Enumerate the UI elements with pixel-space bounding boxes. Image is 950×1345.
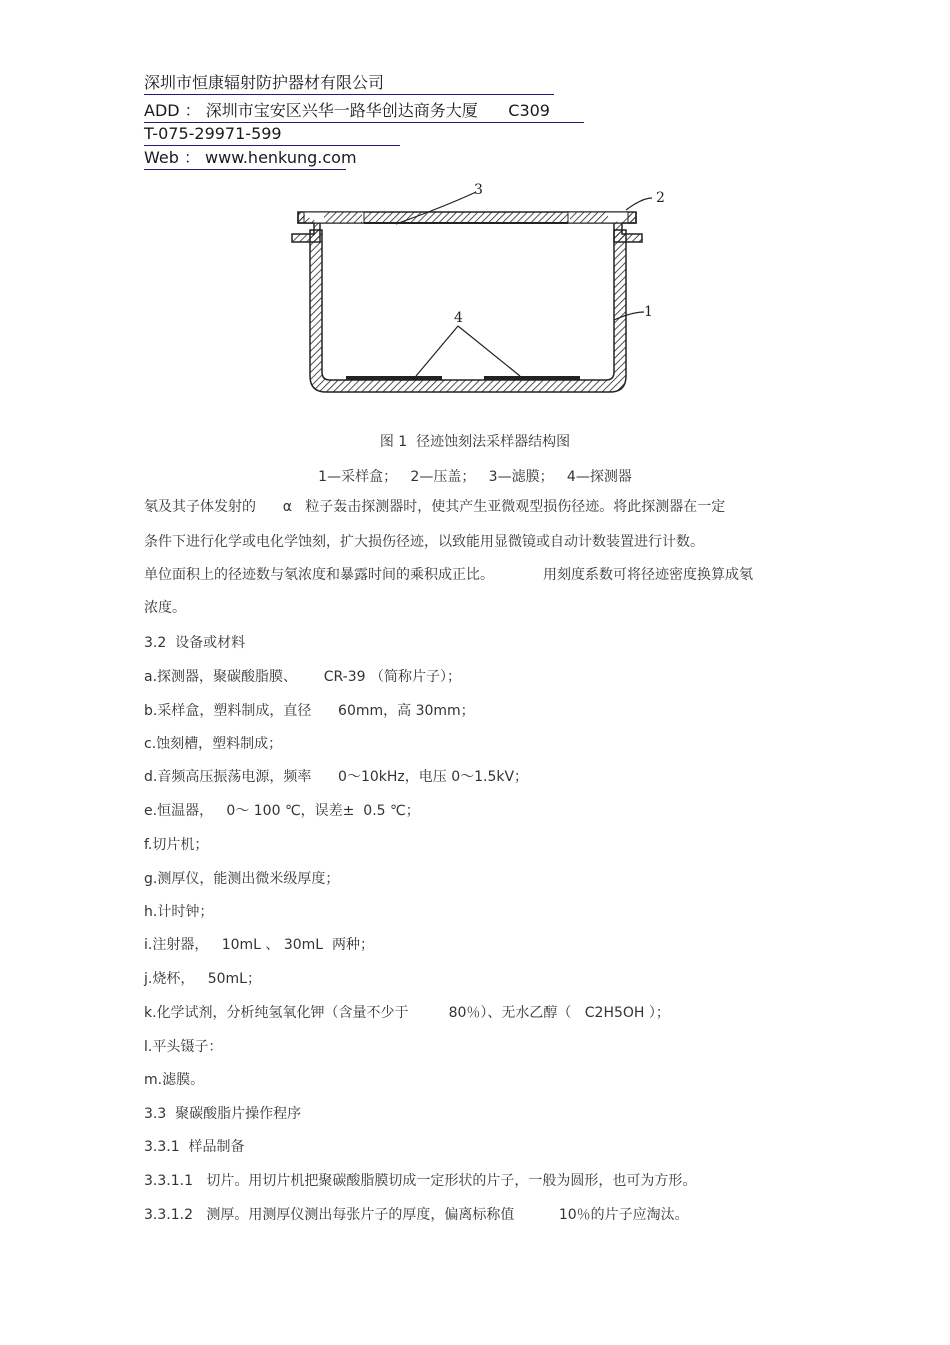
lid-hatch-left (324, 212, 362, 223)
list-item: j.烧杯， 50mL； (144, 971, 261, 987)
leader-2 (626, 198, 652, 210)
diagram-label-1: 1 (644, 304, 653, 320)
company-website[interactable]: Web ： www.henkung.com (144, 148, 346, 170)
procedure-step: 3.3.1.2 测厚。用测厚仪测出每张片子的厚度，偏离标称值 10％的片子应淘汰。 (144, 1207, 689, 1223)
company-address: ADD ： 深圳市宝安区兴华一路华创达商务大厦 C309 (144, 101, 584, 123)
diagram-label-2: 2 (656, 190, 665, 206)
diagram-label-3: 3 (474, 182, 483, 198)
list-item: c.蚀刻槽，塑料制成； (144, 736, 283, 752)
list-item: m.滤膜。 (144, 1072, 205, 1088)
leader-4b (458, 326, 520, 376)
detector-right (484, 376, 580, 380)
paragraph-line: 单位面积上的径迹数与氡浓度和暴露时间的乘积成正比。 用刻度系数可将径迹密度换算成氡 (144, 567, 753, 583)
list-item: k.化学试剂，分析纯氢氧化钾（含量不少于 80％）、无水乙醇（ C2H5OH ）； (144, 1005, 670, 1021)
list-item: i.注射器， 10mL 、 30mL 两种； (144, 937, 374, 953)
paragraph-line: 浓度。 (144, 600, 186, 616)
subsection-heading: 3.3.1 样品制备 (144, 1139, 245, 1155)
section-heading: 3.2 设备或材料 (144, 635, 246, 651)
figure-caption: 图 1 径迹蚀刻法采样器结构图 (379, 434, 571, 450)
leader-4a (416, 326, 458, 376)
box-wall (310, 230, 626, 392)
company-phone: T-075-29971-599 (144, 124, 400, 146)
company-name: 深圳市恒康辐射防护器材有限公司 (144, 73, 554, 95)
list-item: h.计时钟； (144, 904, 214, 920)
list-item: a.探测器，聚碳酸脂膜、 CR-39 （简称片子）； (144, 669, 461, 685)
list-item: g.测厚仪，能测出微米级厚度； (144, 871, 340, 887)
section-heading: 3.3 聚碳酸脂片操作程序 (144, 1106, 302, 1122)
figure-legend: 1—采样盒； 2—压盖； 3—滤膜； 4—探测器 (318, 469, 632, 485)
paragraph-line: 氡及其子体发射的 α 粒子轰击探测器时，使其产生亚微观型损伤径迹。将此探测器在一定 (144, 499, 726, 515)
list-item: b.采样盒，塑料制成，直径 60mm，高 30mm； (144, 703, 475, 719)
detector-left (346, 376, 442, 380)
list-item: d.音频高压振荡电源，频率 0～10kHz，电压 0～1.5kV； (144, 769, 529, 785)
procedure-step: 3.3.1.1 切片。用切片机把聚碳酸脂膜切成一定形状的片子，一般为圆形，也可为方形。 (144, 1173, 697, 1189)
lid-hatch-right (570, 212, 608, 223)
diagram-label-4: 4 (454, 310, 463, 326)
list-item: e.恒温器， 0～ 100 ℃，误差± 0.5 ℃； (144, 803, 420, 819)
paragraph-line: 条件下进行化学或电化学蚀刻，扩大损伤径迹，以致能用显微镜或自动计数装置进行计数。 (144, 534, 704, 550)
list-item: f.切片机； (144, 837, 209, 853)
sampler-diagram (276, 180, 676, 410)
list-item: l.平头镊子： (144, 1039, 223, 1055)
